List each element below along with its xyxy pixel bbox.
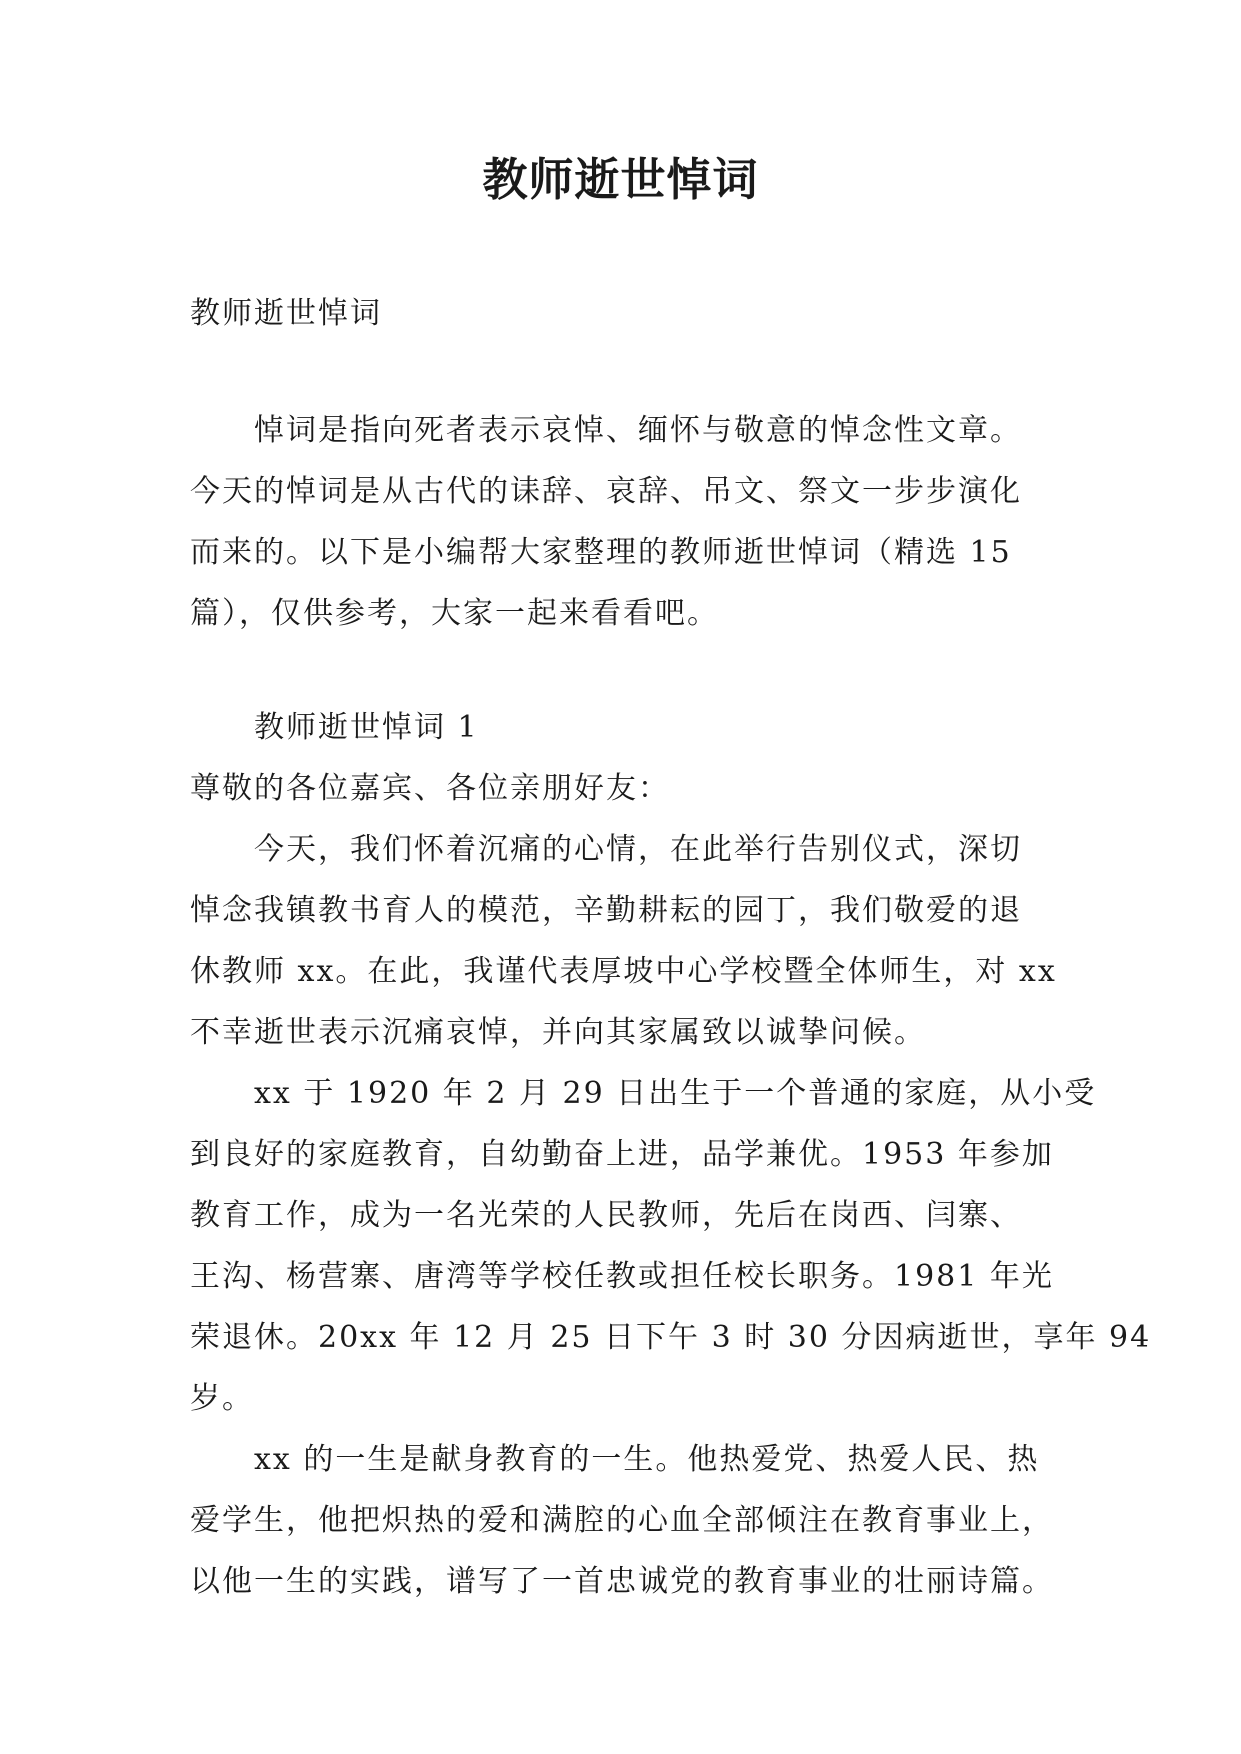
paragraph-line: 到良好的家庭教育，自幼勤奋上进，品学兼优。1953 年参加 (190, 1137, 1054, 1172)
paragraph-line: 荣退休。20xx 年 12 月 25 日下午 3 时 30 分因病逝世，享年 94 (190, 1320, 1152, 1355)
paragraph-line: 教育工作，成为一名光荣的人民教师，先后在岗西、闫寨、 (190, 1198, 1022, 1233)
paragraph-line: 王沟、杨营寨、唐湾等学校任教或担任校长职务。1981 年光 (190, 1259, 1054, 1294)
document-subtitle: 教师逝世悼词 (190, 296, 382, 331)
paragraph-line: 休教师 xx。在此，我谨代表厚坡中心学校暨全体师生，对 xx (190, 954, 1057, 989)
paragraph-line: 不幸逝世表示沉痛哀悼，并向其家属致以诚挚问候。 (190, 1015, 926, 1050)
intro-line: 而来的。以下是小编帮大家整理的教师逝世悼词（精选 15 (190, 535, 1012, 570)
document-title: 教师逝世悼词 (482, 153, 759, 206)
intro-line: 悼词是指向死者表示哀悼、缅怀与敬意的悼念性文章。 (254, 413, 1022, 448)
intro-paragraph (190, 400, 1070, 644)
paragraph-line: xx 的一生是献身教育的一生。他热爱党、热爱人民、热 (254, 1442, 1040, 1477)
paragraph-line: 爱学生，他把炽热的爱和满腔的心血全部倾注在教育事业上， (190, 1503, 1054, 1538)
paragraph-line: 悼念我镇教书育人的模范，辛勤耕耘的园丁，我们敬爱的退 (190, 893, 1022, 928)
paragraph-line: 以他一生的实践，谱写了一首忠诚党的教育事业的壮丽诗篇。 (190, 1564, 1054, 1599)
section-1 (190, 697, 1152, 1612)
paragraph-line: xx 于 1920 年 2 月 29 日出生于一个普通的家庭，从小受 (254, 1076, 1097, 1111)
salutation: 尊敬的各位嘉宾、各位亲朋好友： (190, 771, 670, 806)
section-heading: 教师逝世悼词 1 (254, 710, 479, 745)
paragraph-line: 岁。 (190, 1381, 254, 1416)
intro-line: 篇），仅供参考，大家一起来看看吧。 (190, 596, 719, 631)
intro-line: 今天的悼词是从古代的诔辞、哀辞、吊文、祭文一步步演化 (190, 474, 1022, 509)
paragraph-line: 今天，我们怀着沉痛的心情，在此举行告别仪式，深切 (254, 832, 1022, 867)
